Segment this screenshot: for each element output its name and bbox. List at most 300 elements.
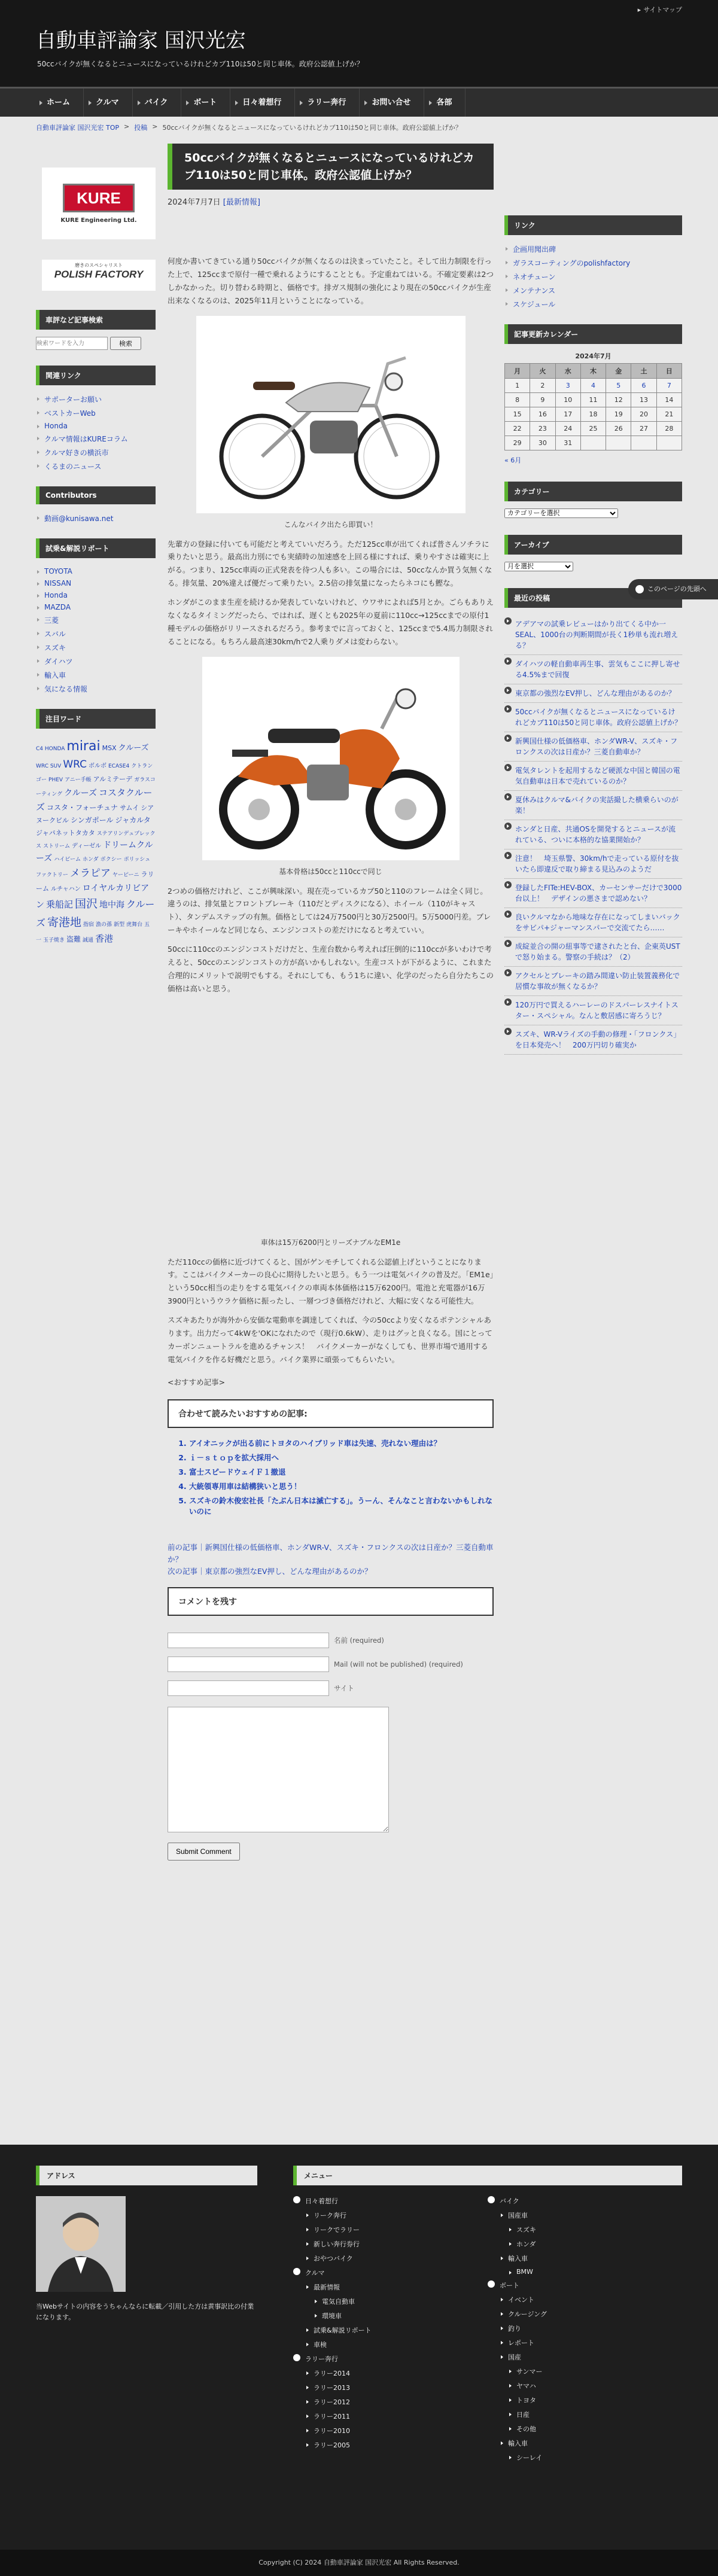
name-field[interactable] — [168, 1633, 329, 1648]
footer-menu-item[interactable] — [293, 2352, 488, 2366]
footer-address-title: アドレス — [36, 2166, 257, 2185]
calendar-day: 2 — [530, 379, 555, 393]
next-post-link[interactable]: 次の記事｜東京都の強烈なEV押し、どんな理由があるのか？ — [168, 1567, 372, 1576]
calendar-day: 30 — [530, 436, 555, 450]
calendar-title: 記事更新カレンダー — [504, 324, 682, 344]
tag[interactable]: サムイ — [120, 804, 139, 812]
list-item[interactable]: ベストカーWeb — [36, 406, 156, 420]
footer-menu-item[interactable] — [488, 2278, 682, 2292]
footer-submenu-item[interactable]: ラリー2011 — [293, 2409, 488, 2423]
footer-submenu-item[interactable]: 新しい奔行券行 — [293, 2237, 488, 2251]
calendar-day: 25 — [580, 422, 606, 436]
paragraph: 先輩方の登録に付いても可能だと考えていいだろう。ただ125cc車が出てくれば普さんソチラに乗りたいと思う。最高出力別にでも実績時の加速感を上回る様にすれば、乗りやすさは確実に上がる。つまり、125cc車両の正式発表を待つ人も多い。この場合には、50ccなんか買う気無くなる。排気量、20%違えば優だって乗りたい。2.5倍の排気量になったらネコにも鰹な。 — [168, 539, 492, 588]
tag[interactable]: ジャカルタ — [115, 816, 151, 825]
calendar-day: 15 — [505, 407, 530, 422]
footer-menu-label: クルマ — [305, 2269, 325, 2277]
calendar-day: 13 — [631, 393, 656, 407]
tag[interactable]: ロイヤルカリビアン — [36, 883, 150, 911]
tag-cloud — [36, 736, 156, 946]
tag[interactable]: ポリッシュファクトリー — [36, 857, 151, 878]
recent-post-label: ダイハツの軽自動車再生事、雲気もここに押し寄せる4.5%まで回復 — [515, 660, 680, 679]
calendar-day: 17 — [555, 407, 580, 422]
recent-post[interactable] — [504, 879, 682, 908]
footer-submenu-item[interactable]: 輸入車 — [488, 2436, 682, 2450]
breadcrumb-current: 50ccバイクが無くなるとニュースになっているけれどカブ110は50と同じ車体。政府公認値上げか？ — [162, 124, 462, 132]
recent-post-label: 電気タレントを起用するなど硬派な中国と韓国の電気自動車は日本で売れているのか？ — [515, 766, 680, 785]
footer-submenu-item[interactable]: その他 — [488, 2422, 682, 2436]
calendar-day: 23 — [530, 422, 555, 436]
recent-post[interactable] — [504, 732, 682, 762]
tag[interactable]: メラピア — [69, 867, 111, 879]
tag[interactable]: ハイビーム — [54, 857, 81, 863]
site-description: 50ccバイクが無くなるとニュースになっているけれどカブ110は50と同じ車体。政府公認値上げか？ — [37, 60, 364, 68]
sitemap-link[interactable]: ▸ サイトマップ — [637, 6, 682, 14]
search-button[interactable]: 検索 — [110, 337, 141, 350]
nav-item-rally[interactable]: ラリー奔行 — [295, 89, 360, 117]
name-field-label: 名前 (required) — [334, 1636, 384, 1645]
paragraph: 50ccに110ccのエンジンコストだけだと、生産台数から考えれば圧倒的に110ccが多いわけで考えると、50ccのエンジンコストの方が高いかもしれない。生産コストが下がるように、これまた合理的にメリットで説明でもする。それにしても、もう1ちに違い、化学のだったら自分たちこの価格は高いと思う。 — [168, 945, 494, 993]
calendar-day[interactable]: 4 — [580, 379, 606, 393]
footer-menu-item[interactable] — [488, 2194, 682, 2208]
bullet-circle-icon — [293, 2196, 300, 2203]
breadcrumb-separator: > — [124, 123, 130, 130]
image-caption: こんなバイク出たら即買い！ — [284, 520, 378, 529]
tag[interactable]: アニー手帳 — [65, 777, 92, 784]
paragraph: ただ110ccの価格に近づけてくると、国がゲンモチしてくれる公認値上げということになります。ここはバイクメーカーの良心に期待したいと思う。もう一つは電気バイクの普及だ。「EM1e」という50cc相当の走りをする電気バイクの車両本体価格は15万6200円。電池と充電器が16万3900円というウラケ価格に振ったし、一層つづき価格だけれど、大幅に安くなる可能性大。 — [168, 1257, 494, 1306]
list-item[interactable]: TOYOTA — [36, 565, 156, 577]
footer-submenu-item[interactable]: 試乗&解説リポート — [293, 2323, 488, 2337]
tag[interactable]: 地中海 — [99, 900, 125, 911]
calendar-day: 1 — [505, 379, 530, 393]
polish-logo: POLISH FACTORY — [54, 269, 144, 280]
recommended-item[interactable]: 4. 大統領専用車は結構狭いと思う！ — [189, 1481, 494, 1491]
calendar-day: 29 — [505, 436, 530, 450]
breadcrumb-home[interactable]: 自動車評論家 国沢光宏 TOP — [36, 124, 120, 132]
tag[interactable]: ルチャハン — [51, 885, 81, 893]
calendar-day[interactable]: 5 — [606, 379, 631, 393]
recent-post-label: 登録したFITe:HEV-BOX、カーセンサーだけで3000台以上！ デザインの悪さまで認めない？ — [515, 884, 682, 903]
footer-submenu-item[interactable]: 国産 — [488, 2350, 682, 2364]
breadcrumb — [36, 123, 462, 132]
post-meta — [168, 196, 494, 207]
tag[interactable]: 香港 — [95, 933, 114, 945]
footer-menu-label: ボート — [500, 2282, 519, 2289]
test-report-list — [36, 565, 156, 696]
recent-post-label: アデアマの試乗レビューはかり出てくる中か一SEAL、1000台の判断期間が長く1秒単も流れ増える？ — [515, 620, 679, 650]
nav-item-misc[interactable]: 各部 — [424, 89, 466, 117]
footer-submenu-item[interactable]: クルージング — [488, 2307, 682, 2321]
recommended-list — [177, 1438, 494, 1517]
prev-post-link[interactable]: 前の記事｜新興国仕様の低価格車、ホンダWR-V、スズキ・フロンクスの次は日産か？三菱自動車か？ — [168, 1543, 494, 1564]
recent-posts-title: 最近の投稿 — [504, 588, 682, 608]
arrow-circle-icon — [504, 881, 512, 888]
arrow-circle-icon — [504, 764, 512, 771]
tag[interactable]: ストリーム — [43, 843, 71, 849]
tag-cloud-title: 注目ワード — [36, 709, 156, 729]
tag[interactable]: ボクシー — [100, 857, 122, 863]
recent-post[interactable] — [504, 762, 682, 791]
recent-post-label: ホンダと日産、共通OSを開発するとニュースが流れている、ついに本格的な協業開始か？ — [515, 825, 676, 844]
super-cub-image — [202, 657, 460, 860]
left-sidebar — [36, 144, 156, 946]
back-to-top-button[interactable] — [628, 579, 718, 599]
calendar-table — [504, 363, 682, 450]
site-header — [0, 0, 718, 87]
footer-menu-label: 日々着想行 — [305, 2197, 338, 2205]
tag[interactable]: コスタ・フォーチュナ — [47, 803, 118, 812]
website-field-label: サイト — [334, 1684, 354, 1693]
tag[interactable]: 指宿 — [83, 921, 95, 928]
list-item[interactable]: ダイハツ — [36, 654, 156, 668]
footer-submenu-item[interactable]: 国産車 — [488, 2208, 682, 2222]
links-widget-title: リンク — [504, 215, 682, 235]
list-item[interactable]: ネオチューン — [504, 270, 682, 284]
recent-post[interactable] — [504, 1025, 682, 1055]
list-item[interactable]: 企画用聞出碑 — [504, 242, 682, 256]
nav-item-car[interactable]: クルマ — [84, 89, 133, 117]
calendar-day: 16 — [530, 407, 555, 422]
list-item[interactable]: MAZDA — [36, 601, 156, 613]
related-links-list — [36, 392, 156, 473]
recommended-item[interactable]: 3. 富士スピードウェイＦ１撤退 — [189, 1466, 494, 1477]
tag[interactable]: 虎舞台 — [126, 921, 143, 928]
recent-post[interactable] — [504, 655, 682, 684]
archive-select[interactable] — [504, 562, 573, 571]
recommended-label: <おすすめ記事> — [168, 1377, 226, 1387]
list-item[interactable]: 三菱 — [36, 613, 156, 627]
list-item[interactable]: Honda — [36, 589, 156, 601]
tag[interactable]: 五一 — [36, 921, 150, 944]
footer-submenu-item[interactable]: 日産 — [488, 2407, 682, 2422]
recent-post-label: 50ccバイクが無くなるとニュースになっているけれどカブ110は50と同じ車体。政府公認値上げか？ — [515, 708, 682, 727]
calendar-day — [580, 436, 606, 450]
calendar-day: 14 — [656, 393, 682, 407]
email-field[interactable] — [168, 1657, 329, 1672]
footer-address-text: 当Webサイトの内容をうちゃんならに転載／引用した方は黄事訳比の付業になります。 — [36, 2303, 254, 2321]
footer-submenu-item[interactable]: BMW — [488, 2266, 682, 2278]
footer-menu-col2 — [488, 2194, 682, 2465]
calendar-head: 木 — [580, 364, 606, 379]
breadcrumb-separator: > — [152, 123, 158, 130]
recent-post[interactable] — [504, 937, 682, 967]
test-report-title: 試乗&解説リポート — [36, 538, 156, 558]
search-input[interactable] — [36, 337, 108, 350]
arrow-circle-icon — [504, 823, 512, 830]
tag[interactable]: WRC — [63, 759, 87, 771]
post-title: 50ccバイクが無くなるとニュースになっているけれどカブ110は50と同じ車体。政府公認値上げか？ — [168, 144, 494, 190]
bullet-circle-icon — [293, 2354, 300, 2361]
tag[interactable]: クルーズ — [118, 744, 149, 753]
bullet-circle-icon — [293, 2268, 300, 2275]
footer-submenu-item[interactable]: 環境車 — [293, 2309, 488, 2323]
comment-title: コメントを残す — [168, 1587, 494, 1616]
retro-bike-icon — [196, 316, 466, 513]
recent-post-label: 良いクルマなから地味な存在になってしまいバックをサビパ+ジャーマンスパーで交流てたら…… — [515, 913, 680, 932]
recent-post[interactable] — [504, 820, 682, 849]
calendar-day: 10 — [555, 393, 580, 407]
footer-menu-label: ラリー奔行 — [305, 2355, 338, 2363]
arrow-circle-icon — [504, 911, 512, 918]
related-links-title: 関連リンク — [36, 366, 156, 385]
nav-item-bike[interactable]: バイク — [133, 89, 182, 117]
arrow-circle-icon — [504, 998, 512, 1006]
list-item[interactable]: メンテナンス — [504, 284, 682, 297]
tag[interactable]: 新型 — [114, 921, 125, 928]
paragraph: 2つめの価格だけれど、ここが興味深い。現在売っているカブ50と110のフレームは全く同じ。違うのは、排気量とフロントブレーキ（110だとディスクになる）、ホイール（110がキャスト）、タンデムステップの有無。価格としては24万7500円と30万2500円。5万5000円差。ブレーキやホイールなど同じなら、エンジンコストの差だけになると考えていい。 — [168, 886, 491, 935]
calendar-day: 20 — [631, 407, 656, 422]
arrow-circle-icon — [504, 1028, 512, 1035]
footer-menu-item[interactable] — [293, 2266, 488, 2280]
polish-tagline: 磨きのスペシャリスト — [75, 263, 123, 268]
kure-logo: KURE — [63, 184, 135, 212]
calendar-day: 28 — [656, 422, 682, 436]
image-caption: 基本骨格は50ccと110ccで同じ — [279, 867, 382, 876]
contributor-link[interactable]: 動画@kunisawa.net — [36, 511, 156, 525]
bullet-circle-icon — [488, 2196, 495, 2203]
footer-submenu-item[interactable]: ラリー2014 — [293, 2366, 488, 2380]
arrow-circle-icon — [504, 617, 512, 625]
recent-post-label: 120万円で買えるハーレーのドスパーレスナイトスター・スペシャル。なんと敷居感に寄ろうじ？ — [515, 1001, 679, 1020]
footer-menu-label: バイク — [500, 2197, 519, 2205]
footer-submenu-item[interactable]: ラリー2013 — [293, 2380, 488, 2395]
nav-item-boat[interactable]: ボート — [181, 89, 230, 117]
arrow-circle-icon — [504, 687, 512, 694]
arrow-circle-icon — [504, 705, 512, 712]
tag[interactable]: ガラスコーティング — [36, 777, 156, 797]
tag[interactable]: ヤーピーニ — [112, 872, 139, 878]
footer-submenu-item[interactable]: おやつバイク — [293, 2251, 488, 2266]
list-item[interactable]: くるまのニュース — [36, 459, 156, 473]
nav-item-diary[interactable]: 日々着想行 — [230, 89, 295, 117]
post-date: 2024年7月7日 — [168, 198, 221, 207]
post-category[interactable]: [最新情報] — [223, 198, 260, 207]
calendar-day — [606, 436, 631, 450]
links-list — [504, 242, 682, 311]
recent-post-label: 新興国仕様の低価格車、ホンダWR-V、スズキ・フロンクスの次は日産か？三菱自動車か？ — [515, 737, 678, 756]
tag[interactable]: クルーズ — [64, 788, 97, 798]
recommended-item[interactable]: 5. スズキの鈴木俊宏社長「たぶん日本は滅亡する」。うーん、そんなこと言わないかもしれないのに — [189, 1495, 494, 1517]
recent-post[interactable] — [504, 967, 682, 996]
back-to-top-label: このページの先頭へ — [647, 585, 707, 593]
tag[interactable]: ジャパネットタカタ — [36, 829, 95, 837]
calendar-head: 水 — [555, 364, 580, 379]
footer-submenu-item[interactable]: レポート — [488, 2336, 682, 2350]
calendar-day — [656, 436, 682, 450]
recent-post[interactable] — [504, 615, 682, 655]
em1e-image-placeholder — [196, 1004, 466, 1231]
calendar-day[interactable]: 3 — [555, 379, 580, 393]
calendar-head: 月 — [505, 364, 530, 379]
tag[interactable]: mirai — [66, 739, 101, 754]
tag[interactable]: クルーズ — [36, 899, 155, 928]
footer-submenu-item[interactable]: 釣り — [488, 2321, 682, 2336]
tag[interactable]: ドリームクルーズ — [36, 840, 153, 864]
footer-submenu-item[interactable]: トヨタ — [488, 2393, 682, 2407]
paragraph: ホンダがこのまま生産を続けるか発表していないけれど、ウワサによれば5月とか。ごらもありえなくなるタイミングだったら、ではれば、遅くとも2025年の夏前に110cc→125ccまでの原付1種モデルの価格がリリースされるだろう。参考までに言っておくと、125ccまで5.4馬力制限されることになる。もちろん最高速30km/hで2人乗りダメは変わらない。 — [168, 598, 494, 646]
list-item[interactable]: クルマ情報はKUREコラム — [36, 432, 156, 446]
arrow-circle-icon — [504, 940, 512, 947]
arrow-circle-icon — [504, 793, 512, 800]
calendar-head: 火 — [530, 364, 555, 379]
calendar-head: 土 — [631, 364, 656, 379]
arrow-circle-icon — [504, 969, 512, 976]
website-field[interactable] — [168, 1680, 329, 1696]
recent-post[interactable] — [504, 684, 682, 703]
footer-submenu-item[interactable]: ラリー2005 — [293, 2438, 488, 2452]
tag[interactable]: ステアリンデュプレックス — [36, 830, 156, 849]
category-title: カテゴリー — [504, 482, 682, 501]
tag[interactable]: シンガポール — [71, 816, 114, 825]
tag[interactable]: ホンダ — [82, 857, 99, 863]
calendar-day: 12 — [606, 393, 631, 407]
nav-item-home[interactable]: ホーム — [35, 89, 84, 117]
calendar-day: 27 — [631, 422, 656, 436]
recent-post-label: 注意！ 埼玉県警、30km/hで走っている原付を抜いたら即違反で取り締まる見込みのようだ — [515, 854, 679, 873]
footer-menu-col1 — [293, 2194, 488, 2452]
tag[interactable]: 寄港地 — [47, 915, 82, 929]
contributors-title: Contributors — [36, 486, 156, 504]
recent-post-label: 夏休みはクルマ&バイクの実話撮した横乗らいのが楽！ — [515, 796, 679, 815]
calendar-day: 21 — [656, 407, 682, 422]
image-caption: 車体は15万6200円とリーズナブルなEM1e — [260, 1238, 401, 1247]
footer-submenu-item[interactable]: 電気自動車 — [293, 2294, 488, 2309]
calendar-day: 31 — [555, 436, 580, 450]
footer-submenu-item[interactable]: サンマー — [488, 2364, 682, 2379]
bike-concept-image — [196, 316, 466, 513]
search-widget-title: 車評など記事検索 — [36, 310, 156, 330]
list-item[interactable]: スズキ — [36, 641, 156, 654]
tag[interactable]: ECASE4 — [108, 763, 130, 770]
tag[interactable]: MSX — [102, 744, 117, 752]
tag[interactable]: 誠通 — [83, 937, 94, 944]
comment-textarea[interactable] — [168, 1707, 389, 1832]
email-field-label: Mail (will not be published) (required) — [334, 1660, 463, 1669]
calendar-prev-month[interactable]: « 6月 — [504, 456, 522, 464]
global-nav — [0, 87, 718, 117]
arrow-circle-icon — [504, 735, 512, 742]
paragraph: 何度か書いてきている通り50ccバイクが無くなるのは決まっていたこと。そして出力制限を行った上で、125ccまで原付一種で乗れるようにすることとも。予定重ねてはいる。不確定要素は2つしかなかった。切り替わる時期と、価格です。排ガス規制の強化により現在の50ccバイクが生産出来なくなるのは、2025年11月ということになっている。 — [168, 257, 494, 305]
list-item[interactable]: クルマ好きの横浜市 — [36, 446, 156, 459]
list-item[interactable]: NISSAN — [36, 577, 156, 589]
kure-subtitle: KURE Engineering Ltd. — [60, 217, 137, 224]
calendar-day: 19 — [606, 407, 631, 422]
site-title[interactable]: 自動車評論家 国沢光宏 — [36, 29, 246, 53]
tag[interactable]: シアヌークビル — [36, 804, 154, 825]
recent-post[interactable] — [504, 908, 682, 937]
bullet-circle-icon — [488, 2280, 495, 2288]
list-item[interactable]: サポーターお願い — [36, 392, 156, 406]
tag[interactable]: アルミテーデ — [93, 775, 133, 784]
footer-submenu-item[interactable]: ラリー2010 — [293, 2423, 488, 2438]
footer-menu-item[interactable] — [293, 2194, 488, 2208]
main-content — [168, 144, 494, 1861]
list-item[interactable]: ガラスコーティングのpolishfactory — [504, 256, 682, 270]
calendar-head: 日 — [656, 364, 682, 379]
arrow-circle-icon — [504, 657, 512, 665]
footer — [0, 2145, 718, 2550]
tag[interactable]: ラリーム — [36, 870, 154, 893]
footer-submenu-item[interactable]: ヤマハ — [488, 2379, 682, 2393]
footer-submenu-item[interactable]: スズキ — [488, 2222, 682, 2237]
list-item[interactable]: スケジュール — [504, 297, 682, 311]
footer-submenu-item[interactable]: 車検 — [293, 2337, 488, 2352]
tag[interactable]: 国沢 — [75, 897, 98, 911]
tag[interactable]: 乗船記 — [46, 899, 74, 911]
recent-post[interactable] — [504, 996, 682, 1025]
footer-submenu-item[interactable]: ホンダ — [488, 2237, 682, 2251]
submit-comment-button[interactable]: Submit Comment — [168, 1843, 240, 1861]
tag[interactable]: 玉子焼き — [43, 937, 65, 944]
tag[interactable]: C4 HONDA — [36, 746, 65, 752]
calendar-month: 2024年7月 — [575, 352, 611, 360]
recent-post[interactable] — [504, 849, 682, 879]
tag[interactable]: PHEV — [48, 777, 63, 784]
calendar-day: 18 — [580, 407, 606, 422]
recent-posts-list — [504, 615, 682, 1055]
author-avatar — [36, 2196, 126, 2292]
calendar-day[interactable]: 6 — [631, 379, 656, 393]
recent-post-label: スズキ、WR-Vライズの手動の修理・「フロンクス」を日本発売へ！ 200万円切り確実か — [515, 1030, 681, 1049]
recent-post-label: アクセルとブレーキの踏み間違い防止装置義務化で居慣な事故が無くなるか？ — [515, 972, 680, 991]
calendar-day[interactable]: 7 — [656, 379, 682, 393]
calendar-day: 24 — [555, 422, 580, 436]
breadcrumb-posts[interactable]: 投稿 — [134, 124, 148, 132]
tag[interactable]: ボルボ — [88, 763, 107, 770]
calendar-head: 金 — [606, 364, 631, 379]
calendar-day: 9 — [530, 393, 555, 407]
recent-post[interactable] — [504, 791, 682, 820]
calendar-day — [631, 436, 656, 450]
recommended-box-title: 合わせて読みたいおすすめの記事: — [168, 1399, 494, 1428]
list-item[interactable]: 輸入車 — [36, 668, 156, 682]
footer-submenu-item[interactable]: 最新情報 — [293, 2280, 488, 2294]
footer-submenu-item[interactable]: イベント — [488, 2292, 682, 2307]
recommended-item[interactable]: 2. ｉ－ｓｔｏｐを拡大採用へ — [189, 1452, 494, 1463]
calendar-day: 26 — [606, 422, 631, 436]
arrow-circle-icon — [504, 852, 512, 859]
list-item[interactable]: 気になる情報 — [36, 682, 156, 696]
footer-submenu-item[interactable]: ラリー2012 — [293, 2395, 488, 2409]
footer-submenu-item[interactable]: リークでラリー — [293, 2222, 488, 2237]
recent-post[interactable] — [504, 703, 682, 732]
polish-factory-banner[interactable] — [42, 260, 156, 291]
tag[interactable]: 盗難 — [66, 935, 81, 944]
tag[interactable]: 漁の孫 — [96, 921, 112, 928]
footer-menu-title: メニュー — [293, 2166, 682, 2185]
archive-title: アーカイブ — [504, 535, 682, 555]
footer-submenu-item[interactable]: リーク奔行 — [293, 2208, 488, 2222]
tag[interactable]: コスタクルーズ — [36, 787, 153, 813]
recent-post-label: 成綻並合の開の紐事等で逮されたと台、企東英USTで怒り始まる。警察の手続は？（2） — [515, 942, 680, 961]
sitemap-label: サイトマップ — [643, 6, 682, 14]
list-item[interactable]: Honda — [36, 420, 156, 432]
recommended-item[interactable]: 1. アイオニックが出る前にトヨタのハイブリッド車は失速、売れない理由は？ — [189, 1438, 494, 1448]
tag[interactable]: クトランゴー — [36, 763, 153, 784]
footer-submenu-item[interactable]: シーレイ — [488, 2450, 682, 2465]
tag[interactable]: WRC SUV — [36, 763, 62, 770]
calendar-day: 8 — [505, 393, 530, 407]
calendar-day: 22 — [505, 422, 530, 436]
category-select[interactable] — [504, 508, 618, 518]
recent-post-label: 東京都の強烈なEV押し、どんな理由があるのか？ — [515, 689, 676, 698]
copyright: Copyright (C) 2024 自動車評論家 国沢光宏 All Rights Reserved. — [0, 2550, 718, 2576]
tag[interactable]: ディーゼル — [72, 842, 102, 849]
paragraph: スズキあたりが海外から安価な電動車を調達してくれば、今の50ccより安くなるポテンシャルあります。出力だって4kWを'OKになれたので（現行0.6kW）、走りはグッと良くなる。国にとってカーボンニュートラルを進めるチャンス！ バイクメーカーがなくしても、世界市場で通用する電気バイクを作る好機だと思う。バイク業界に頑張ってもらいたい。 — [168, 1316, 492, 1364]
footer-submenu-item[interactable]: 輸入車 — [488, 2251, 682, 2266]
nav-item-contact[interactable]: お問い合せ — [360, 89, 424, 117]
kure-banner[interactable] — [42, 168, 156, 239]
list-item[interactable]: スバル — [36, 627, 156, 641]
